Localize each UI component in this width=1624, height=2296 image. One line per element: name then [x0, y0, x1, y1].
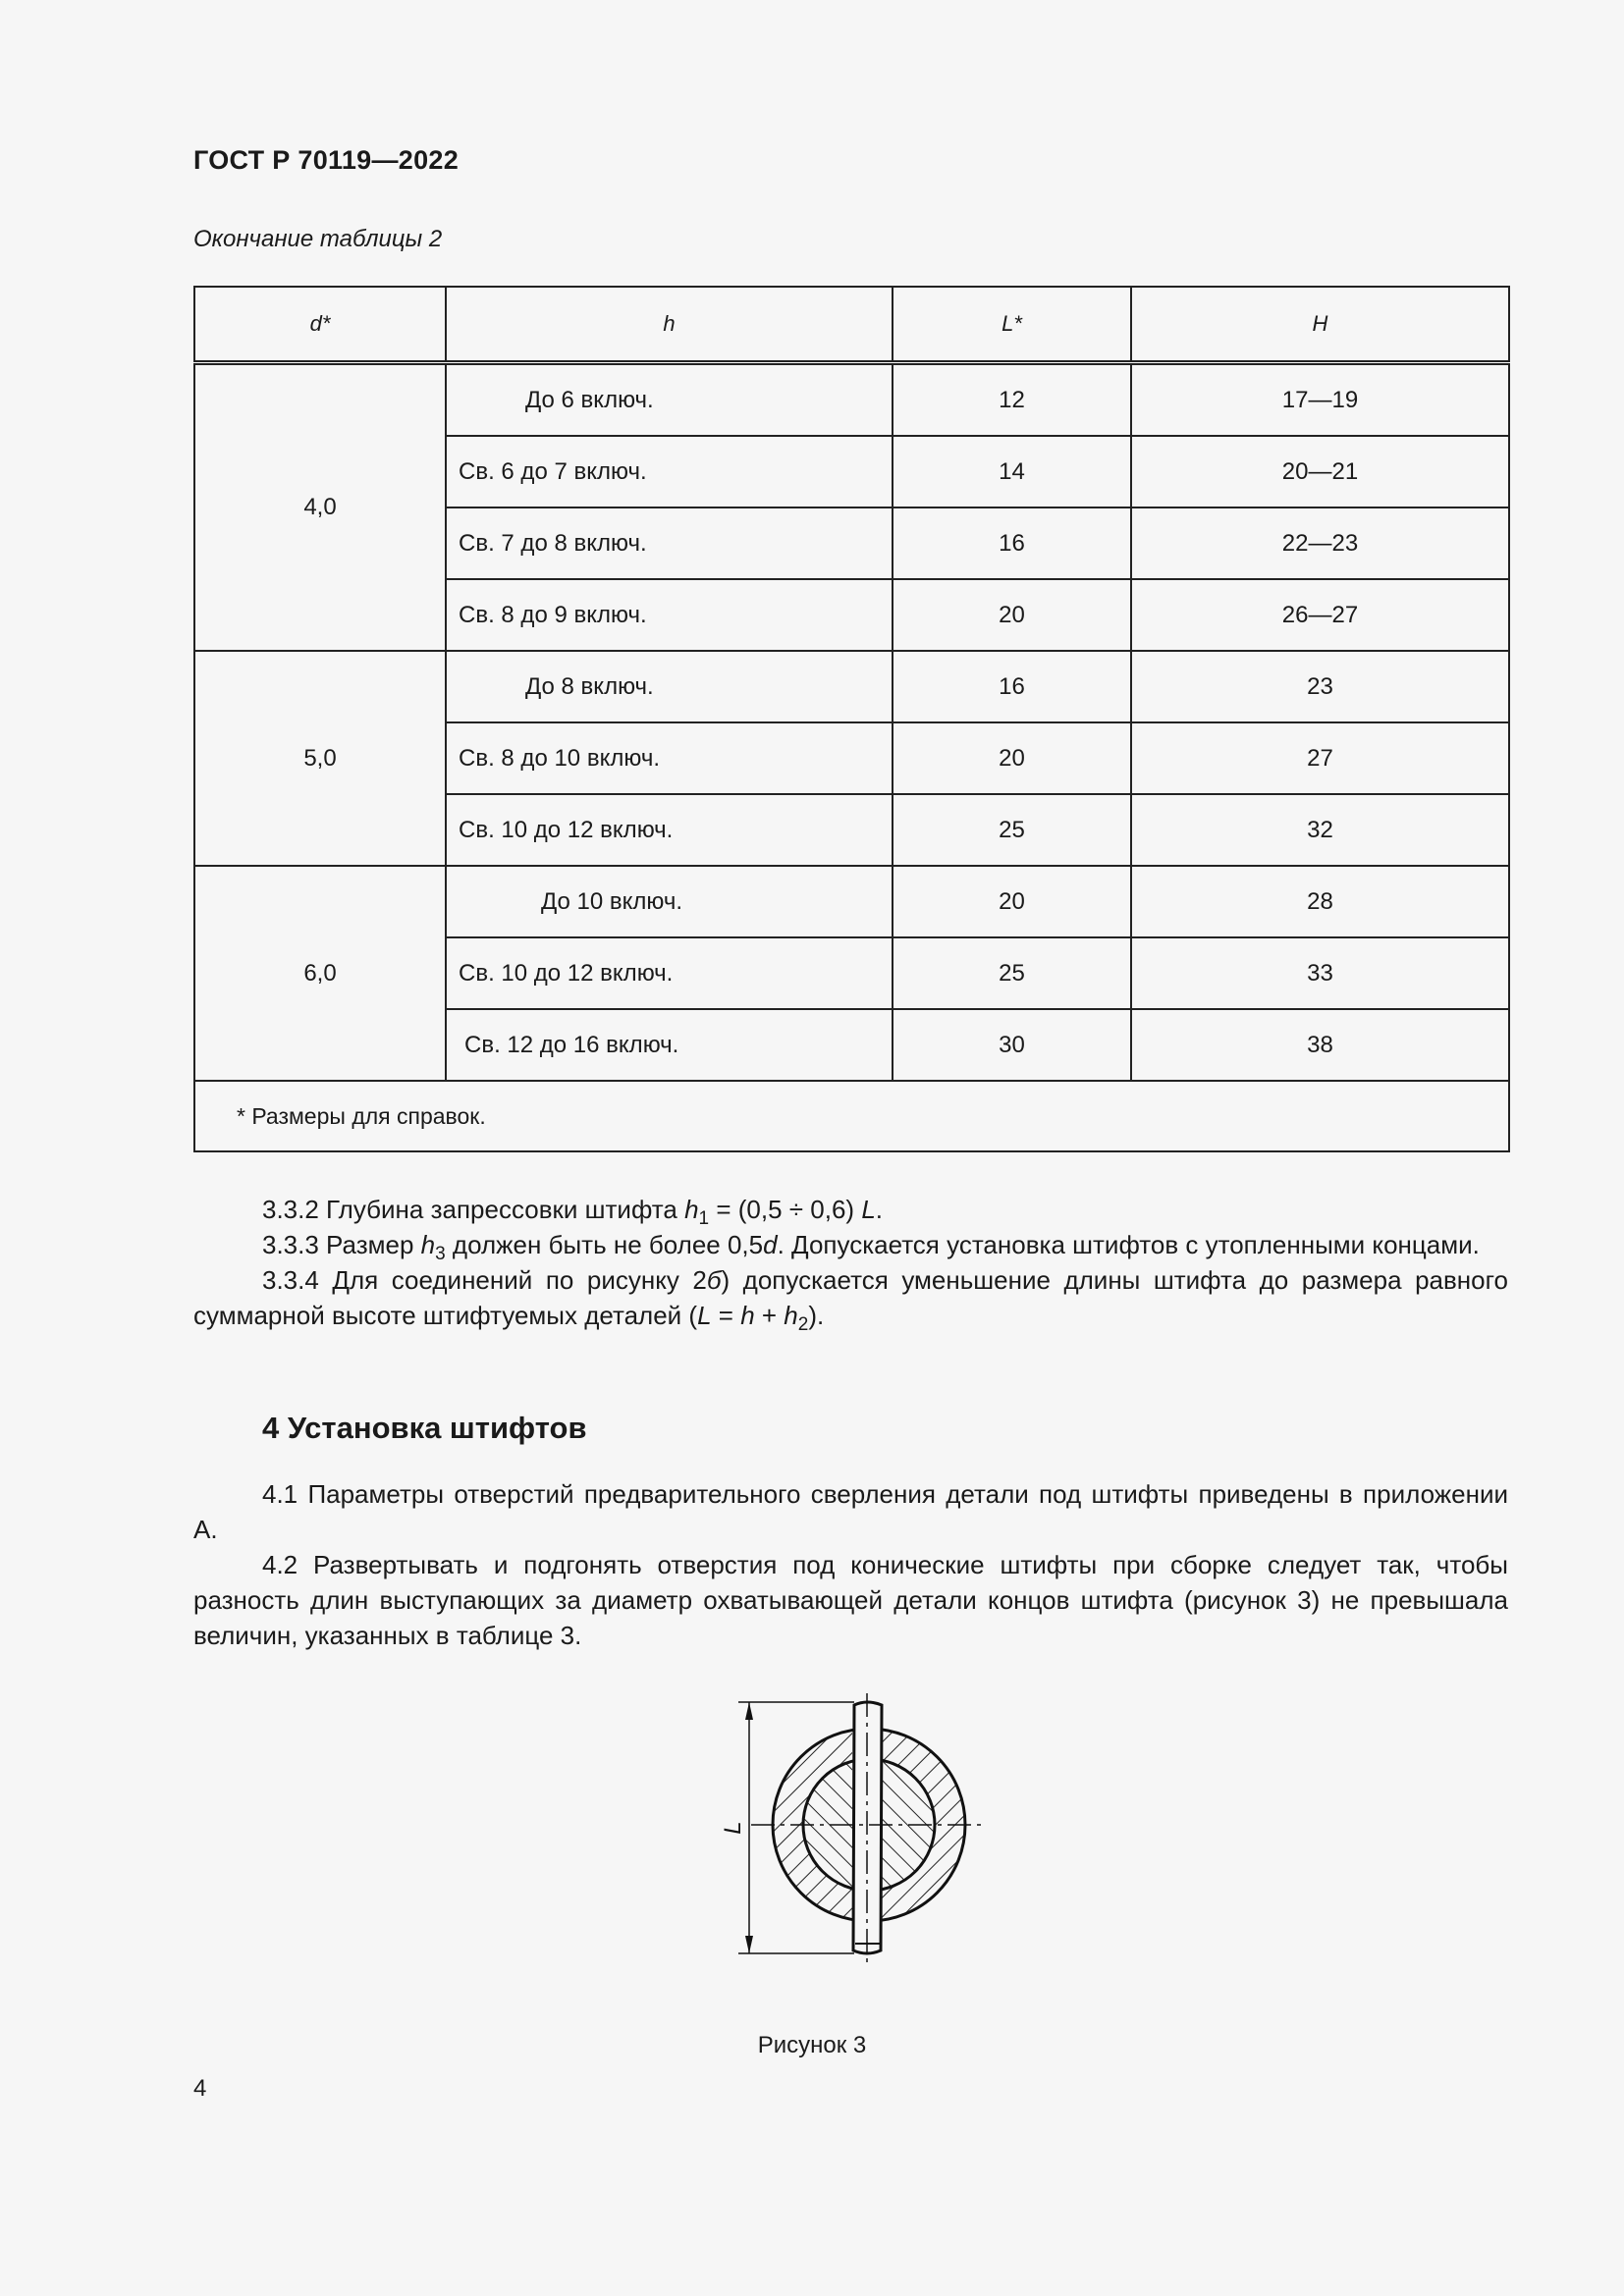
clause-text: ) допускается уменьшение длины штифта до размера равного суммарной высоте штифтуемых деталей ( [193, 1265, 1508, 1330]
variable: d [763, 1230, 778, 1259]
clause-text: = [711, 1301, 741, 1330]
paragraph-4-1: 4.1 Параметры отверстий предварительного сверления детали под штифты приведены в приложении А. [193, 1479, 1508, 1544]
cell-big-h: 33 [1131, 937, 1509, 1009]
cell-h: До 10 включ. [446, 866, 893, 937]
cell-l: 12 [893, 363, 1131, 437]
figure-3 [707, 1683, 1001, 1983]
cell-big-h: 26—27 [1131, 579, 1509, 651]
table-footnote-row [194, 1081, 1509, 1151]
cell-h: Св. 8 до 10 включ. [446, 722, 893, 794]
subscript: 3 [435, 1244, 446, 1264]
subscript: 2 [797, 1314, 809, 1335]
clause-text: = (0,5 ÷ 0,6) [709, 1195, 862, 1224]
clause-text: ). [808, 1301, 825, 1330]
clause-3-3-3 [193, 1227, 1508, 1262]
cell-d: 4,0 [194, 363, 446, 652]
document-id: ГОСТ Р 70119—2022 [193, 145, 460, 175]
clause-text: . [875, 1195, 884, 1224]
cell-h: Св. 8 до 9 включ. [446, 579, 893, 651]
pin-assembly-drawing [707, 1683, 1001, 1978]
section-body [193, 1476, 1508, 1653]
variable: б [706, 1265, 722, 1295]
subscript: 1 [698, 1208, 710, 1229]
cell-big-h: 28 [1131, 866, 1509, 937]
cell-l: 16 [893, 507, 1131, 579]
cell-l: 25 [893, 794, 1131, 866]
column-header-h: h [446, 287, 893, 363]
arrow-down-icon [745, 1936, 753, 1953]
cell-big-h: 38 [1131, 1009, 1509, 1081]
column-header-big-h: H [1131, 287, 1509, 363]
cell-l: 14 [893, 436, 1131, 507]
clause-text: 3.3.3 Размер [262, 1230, 421, 1259]
cell-l: 20 [893, 579, 1131, 651]
cell-l: 20 [893, 866, 1131, 937]
cell-l: 20 [893, 722, 1131, 794]
variable: L [697, 1301, 712, 1330]
table-row [194, 866, 1509, 937]
cell-d: 6,0 [194, 866, 446, 1081]
table-row [194, 651, 1509, 722]
cell-h: До 8 включ. [446, 651, 893, 722]
cell-l: 16 [893, 651, 1131, 722]
page-number: 4 [193, 2075, 207, 2102]
variable: h [784, 1301, 798, 1330]
cell-d: 5,0 [194, 651, 446, 866]
clause-3-3-4 [193, 1262, 1508, 1333]
clause-text: + [754, 1301, 785, 1330]
cell-big-h: 27 [1131, 722, 1509, 794]
cell-h: Св. 10 до 12 включ. [446, 794, 893, 866]
cell-h: Св. 10 до 12 включ. [446, 937, 893, 1009]
clause-text: . Допускается установка штифтов с утопленными концами. [777, 1230, 1480, 1259]
arrow-up-icon [745, 1702, 753, 1720]
cell-h: Св. 6 до 7 включ. [446, 436, 893, 507]
cell-big-h: 22—23 [1131, 507, 1509, 579]
cell-big-h: 32 [1131, 794, 1509, 866]
cell-big-h: 17—19 [1131, 363, 1509, 437]
table-caption: Окончание таблицы 2 [193, 226, 443, 252]
cell-h: Св. 7 до 8 включ. [446, 507, 893, 579]
cell-h: Св. 12 до 16 включ. [446, 1009, 893, 1081]
cell-big-h: 23 [1131, 651, 1509, 722]
column-header-d: d* [194, 287, 446, 363]
clause-text: 3.3.2 Глубина запрессовки штифта [262, 1195, 685, 1224]
figure-caption: Рисунок 3 [757, 2032, 867, 2058]
variable: L [861, 1195, 876, 1224]
cell-big-h: 20—21 [1131, 436, 1509, 507]
table-header-row [194, 287, 1509, 363]
cell-l: 30 [893, 1009, 1131, 1081]
clause-text: 3.3.4 Для соединений по рисунку 2 [262, 1265, 707, 1295]
variable: h [684, 1195, 699, 1224]
paragraph-4-2: 4.2 Развертывать и подгонять отверстия под конические штифты при сборке следует так, чтобы разность длин выступающих за диаметр охватывающей детали концов штифта (рисунок 3) не превышала величин, указанных в таблице 3. [193, 1550, 1508, 1650]
dimension-label: L [720, 1821, 746, 1835]
variable: h [420, 1230, 436, 1259]
spec-table [193, 286, 1510, 1152]
clause-text: должен быть не более 0,5 [445, 1230, 764, 1259]
cell-h: До 6 включ. [446, 363, 893, 437]
cell-l: 25 [893, 937, 1131, 1009]
table-footnote: * Размеры для справок. [194, 1081, 1509, 1151]
section-title: 4 Установка штифтов [262, 1411, 587, 1445]
table-row [194, 363, 1509, 437]
column-header-l: L* [893, 287, 1131, 363]
variable: h [740, 1301, 755, 1330]
clauses-block [193, 1192, 1508, 1333]
clause-3-3-2 [193, 1192, 1508, 1227]
